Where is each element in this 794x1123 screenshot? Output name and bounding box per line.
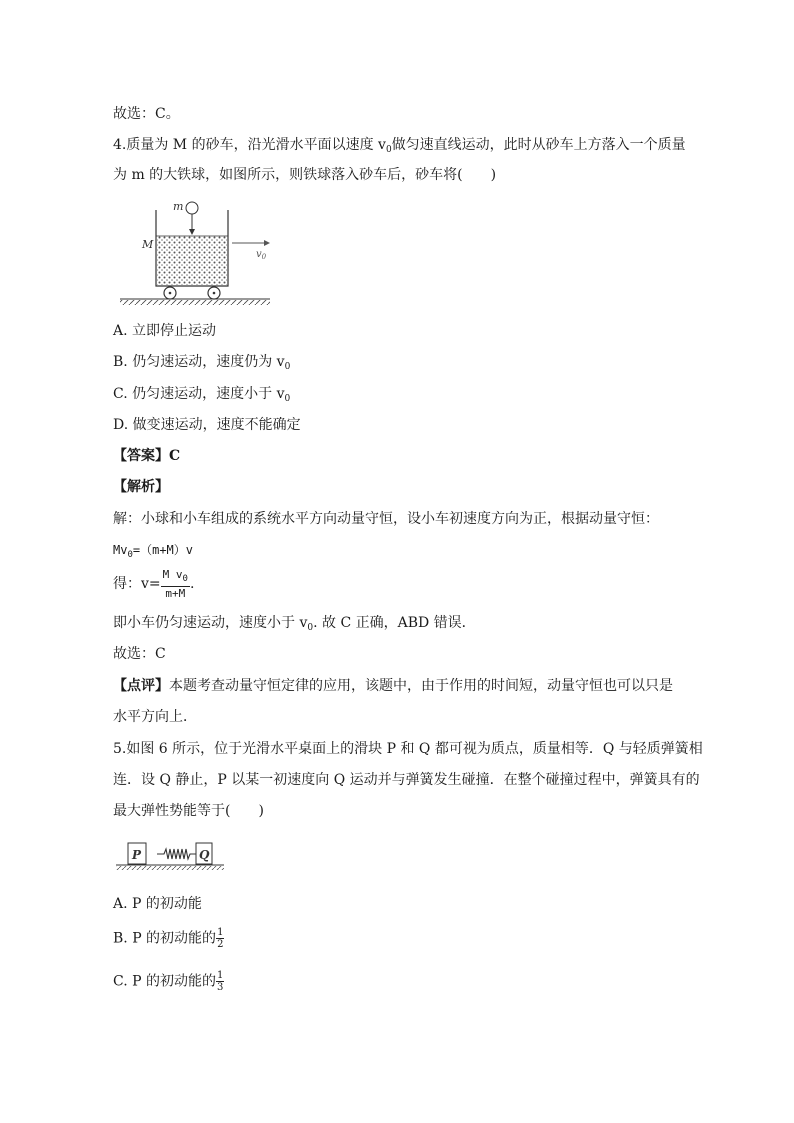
equation-left-subscript: 0 — [127, 550, 133, 560]
q5-option-c-fraction — [216, 970, 224, 993]
q4-stem-text-b: 做匀速直线运动，此时从砂车上方落入一个质量 — [391, 137, 686, 153]
comment-label: 【点评】 — [113, 678, 169, 694]
q4-analysis-title: 【解析】 — [113, 479, 169, 495]
spring — [157, 849, 196, 859]
equation-right: =（m+M）v — [132, 543, 193, 557]
q5-stem-line3: 最大弹性势能等于( ) — [113, 803, 264, 819]
previous-answer: 故选：C。 — [113, 106, 180, 122]
sand-fill — [157, 236, 227, 285]
q4-stem-line1 — [113, 136, 686, 159]
q4-stem-text-a: 4.质量为 M 的砂车，沿光滑水平面以速度 v — [113, 137, 386, 153]
q4-option-a: A. 立即停止运动 — [113, 323, 217, 339]
q5-option-a: A. P 的初动能 — [113, 896, 202, 912]
q4-option-c-subscript: 0 — [284, 394, 291, 404]
q4-final-choice: 故选：C — [113, 646, 166, 662]
q4-comment-line2: 水平方向上． — [113, 709, 197, 725]
q4-sand-cart-figure — [118, 196, 278, 308]
conclusion-text-a: 即小车仍匀速运动，速度小于 v — [113, 615, 308, 631]
q5-spring-blocks-figure — [114, 838, 228, 876]
equation-left: Mv — [113, 543, 128, 557]
conclusion-subscript: 0 — [307, 623, 314, 633]
q4-option-b-subscript: 0 — [284, 362, 291, 372]
q4-stem-subscript: 0 — [385, 145, 392, 155]
q5-option-b-fraction — [216, 927, 224, 950]
label-m: m — [173, 200, 184, 213]
q4-option-c — [113, 385, 290, 408]
iron-ball — [186, 202, 198, 214]
q4-result-line — [113, 568, 194, 600]
q5-option-c — [113, 970, 224, 993]
conclusion-text-b: . 故 C 正确，ABD 错误． — [313, 615, 476, 631]
label-q: Q — [199, 848, 210, 862]
q5-option-b-text: B. P 的初动能的 — [113, 930, 217, 947]
q5-option-c-text: C. P 的初动能的 — [113, 973, 216, 990]
q4-option-c-text: C. 仍匀速运动，速度小于 v — [113, 386, 285, 402]
q4-solution-line1: 解：小球和小车组成的系统水平方向动量守恒，设小车初速度方向为正，根据动量守恒： — [113, 511, 659, 527]
label-M: M — [142, 238, 154, 251]
q4-momentum-equation — [113, 541, 193, 564]
q5-option-b — [113, 927, 224, 950]
q4-conclusion — [113, 614, 476, 637]
q5-stem-line1: 5.如图 6 所示，位于光滑水平桌面上的滑块 P 和 Q 都可视为质点，质量相等．Q 与轻质弹簧相 — [113, 741, 703, 757]
q5-option-c-denominator: 3 — [216, 982, 224, 993]
fraction-numerator-subscript: 0 — [182, 574, 188, 584]
q5-option-b-numerator: 1 — [217, 927, 224, 938]
q4-stem-line2: 为 m 的大铁球，如图所示，则铁球落入砂车后，砂车将( ) — [113, 167, 497, 183]
q4-comment-line1 — [113, 677, 673, 695]
label-p: P — [132, 848, 142, 862]
q4-option-b-text: B. 仍匀速运动，速度仍为 v — [113, 354, 285, 370]
fraction-denominator: m+M — [165, 587, 186, 600]
q4-answer: 【答案】C — [113, 448, 181, 464]
result-suffix: . — [189, 576, 195, 592]
q4-option-b — [113, 353, 290, 376]
q5-stem-line2: 连．设 Q 静止，P 以某一初速度向 Q 运动并与弹簧发生碰撞．在整个碰撞过程中，弹簧具有的 — [113, 772, 700, 788]
fraction-numerator: M v — [162, 568, 183, 581]
result-prefix: 得：v= — [113, 576, 161, 592]
q4-option-d: D. 做变速运动，速度不能确定 — [113, 417, 301, 433]
velocity-fraction — [161, 568, 190, 600]
label-v0: $v_0$ — [256, 249, 267, 261]
q5-option-b-denominator: 2 — [217, 939, 224, 950]
q5-option-c-numerator: 1 — [216, 970, 224, 981]
comment-text: 本题考查动量守恒定律的应用，该题中，由于作用的时间短，动量守恒也可以只是 — [169, 678, 673, 694]
